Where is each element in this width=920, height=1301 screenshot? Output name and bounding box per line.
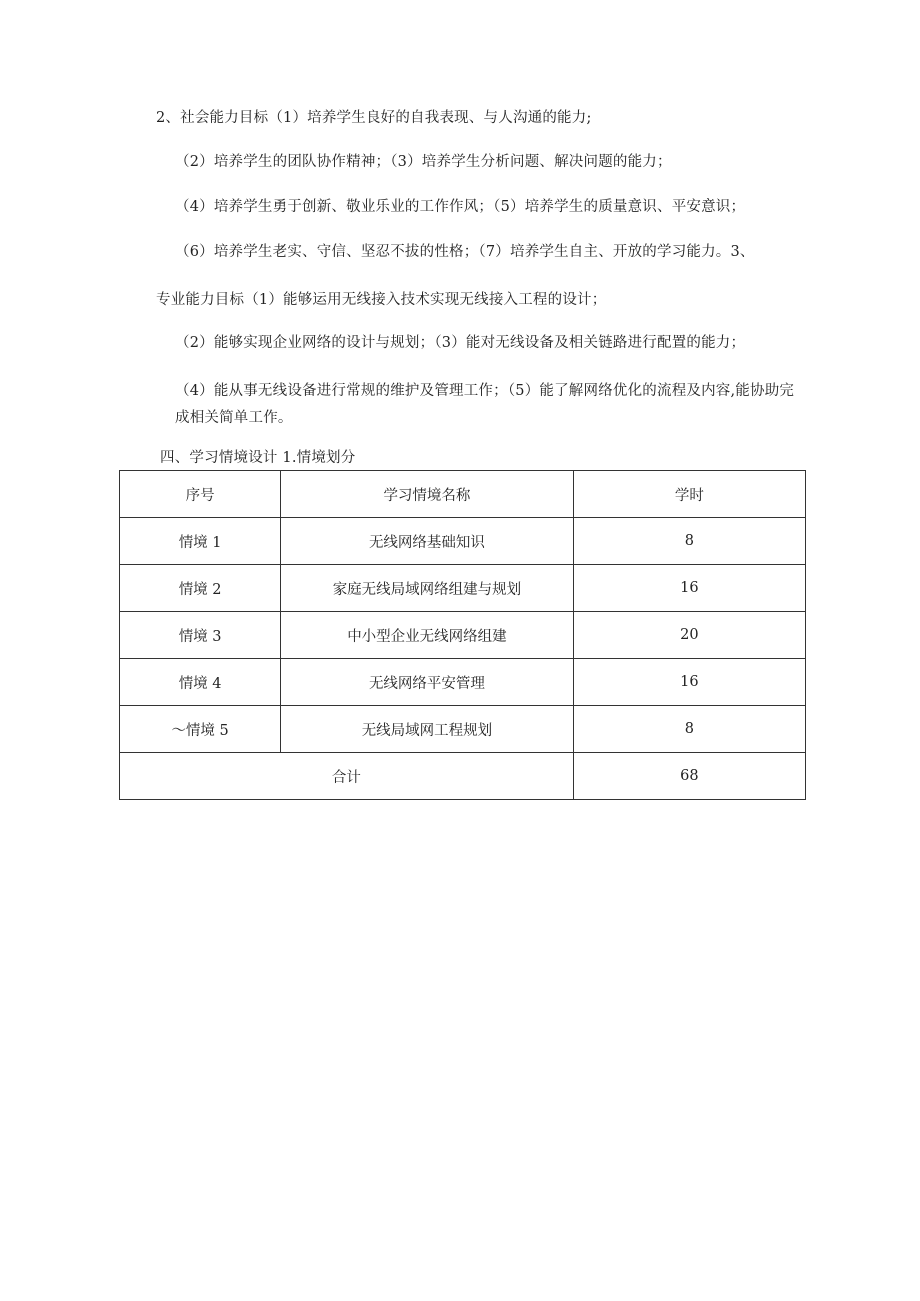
header-seq: 序号 — [120, 471, 281, 518]
social-goals-items-4-5: （4）培养学生勇于创新、敬业乐业的工作作风；（5）培养学生的质量意识、平安意识； — [175, 199, 746, 215]
social-goals-items-2-3: （2）培养学生的团队协作精神；（3）培养学生分析问题、解决问题的能力； — [175, 154, 672, 170]
header-hours: 学时 — [573, 471, 805, 518]
row-hours: 8 — [573, 706, 805, 753]
table-total-row — [120, 753, 806, 800]
row-hours: 8 — [573, 518, 805, 565]
row-seq: 情境 1 — [120, 518, 281, 565]
professional-goals-items-2-3: （2）能够实现企业网络的设计与规划；（3）能对无线设备及相关链路进行配置的能力； — [175, 335, 746, 351]
learning-situation-table — [119, 470, 806, 800]
total-label: 合计 — [120, 753, 574, 800]
row-name: 无线局域网工程规划 — [281, 706, 573, 753]
row-hours: 16 — [573, 659, 805, 706]
row-seq: 情境 3 — [120, 612, 281, 659]
row-name: 无线网络基础知识 — [281, 518, 573, 565]
professional-goals-heading: 专业能力目标（1）能够运用无线接入技术实现无线接入工程的设计； — [156, 292, 607, 308]
professional-goals-items-4-5: （4）能从事无线设备进行常规的维护及管理工作；（5）能了解网络优化的流程及内容,能协助完成相关简单工作。 — [175, 383, 795, 426]
table-header-row — [120, 471, 806, 518]
table-row — [120, 659, 806, 706]
row-name: 中小型企业无线网络组建 — [281, 612, 573, 659]
table-row — [120, 518, 806, 565]
row-seq: 情境 2 — [120, 565, 281, 612]
row-seq: ～情境 5 — [120, 706, 281, 753]
row-hours: 20 — [573, 612, 805, 659]
social-goals-heading: 2、社会能力目标（1）培养学生良好的自我表现、与人沟通的能力; — [156, 110, 592, 126]
total-hours: 68 — [573, 753, 805, 800]
row-hours: 16 — [573, 565, 805, 612]
row-name: 家庭无线局域网络组建与规划 — [281, 565, 573, 612]
table-row — [120, 612, 806, 659]
row-seq: 情境 4 — [120, 659, 281, 706]
social-goals-items-6-7: （6）培养学生老实、守信、坚忍不拔的性格；（7）培养学生自主、开放的学习能力。3、 — [175, 244, 755, 260]
table-row — [120, 565, 806, 612]
section-heading: 四、学习情境设计 1.情境划分 — [160, 450, 356, 466]
row-name: 无线网络平安管理 — [281, 659, 573, 706]
header-name: 学习情境名称 — [281, 471, 573, 518]
table-row — [120, 706, 806, 753]
